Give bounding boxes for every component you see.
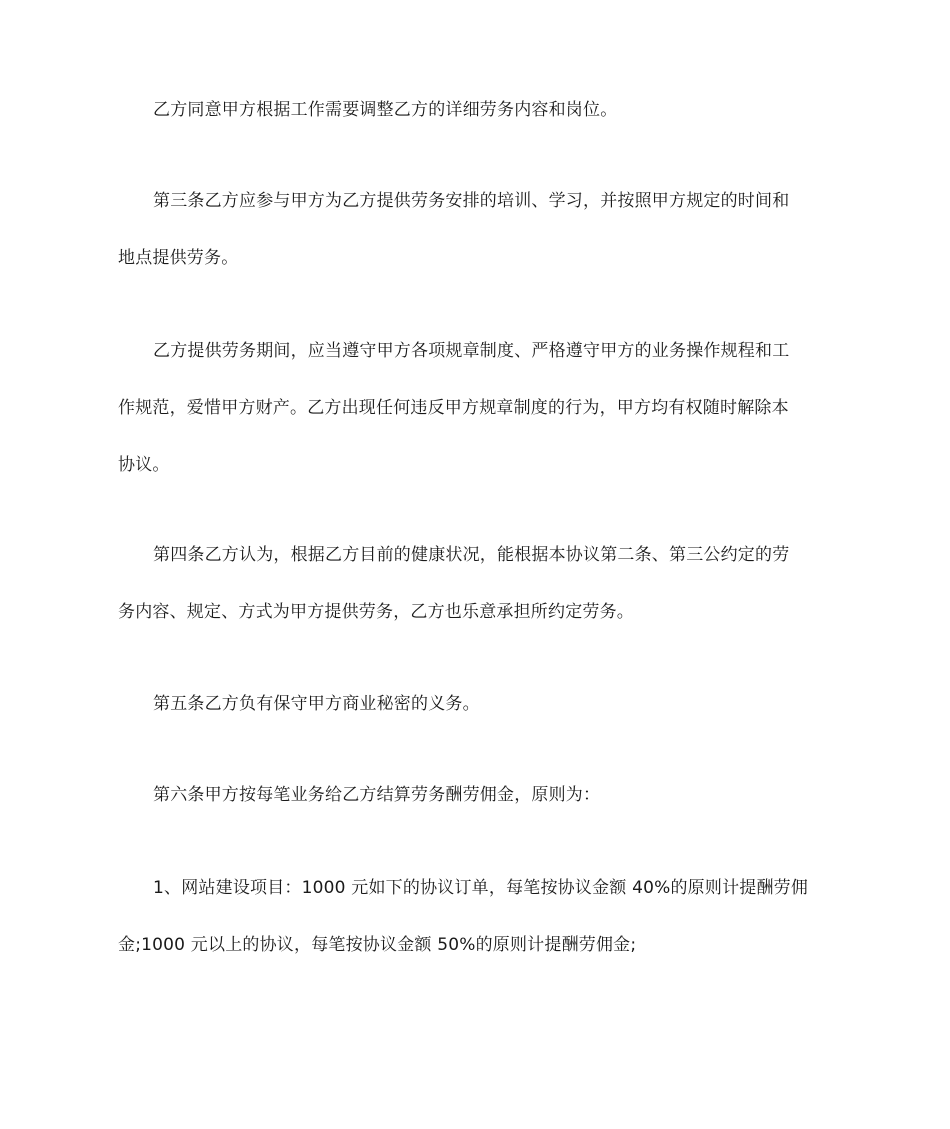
paragraph-4-line-1: 第四条乙方认为，根据乙方目前的健康状况，能根据本协议第二条、第三公约定的劳 (153, 545, 790, 565)
paragraph-3-line-2: 作规范，爱惜甲方财产。乙方出现任何违反甲方规章制度的行为，甲方均有权随时解除本 (118, 398, 789, 418)
paragraph-4-line-2: 务内容、规定、方式为甲方提供劳务，乙方也乐意承担所约定劳务。 (118, 602, 634, 622)
paragraph-3-line-1: 乙方提供劳务期间，应当遵守甲方各项规章制度、严格遵守甲方的业务操作规程和工 (153, 341, 790, 361)
paragraph-2-line-1: 第三条乙方应参与甲方为乙方提供劳务安排的培训、学习，并按照甲方规定的时间和 (153, 191, 790, 211)
paragraph-1-line-1: 乙方同意甲方根据工作需要调整乙方的详细劳务内容和岗位。 (153, 100, 618, 120)
paragraph-3-line-3: 协议。 (118, 455, 170, 475)
paragraph-6-line-1: 第六条甲方按每笔业务给乙方结算劳务酬劳佣金，原则为： (153, 785, 601, 805)
paragraph-7-line-1: 1、网站建设项目：1000 元如下的协议订单，每笔按协议金额 40%的原则计提酬劳佣 (153, 878, 809, 898)
paragraph-5-line-1: 第五条乙方负有保守甲方商业秘密的义务。 (153, 694, 480, 714)
paragraph-2-line-2: 地点提供劳务。 (118, 248, 239, 268)
paragraph-7-line-2: 金;1000 元以上的协议，每笔按协议金额 50%的原则计提酬劳佣金; (118, 935, 637, 955)
